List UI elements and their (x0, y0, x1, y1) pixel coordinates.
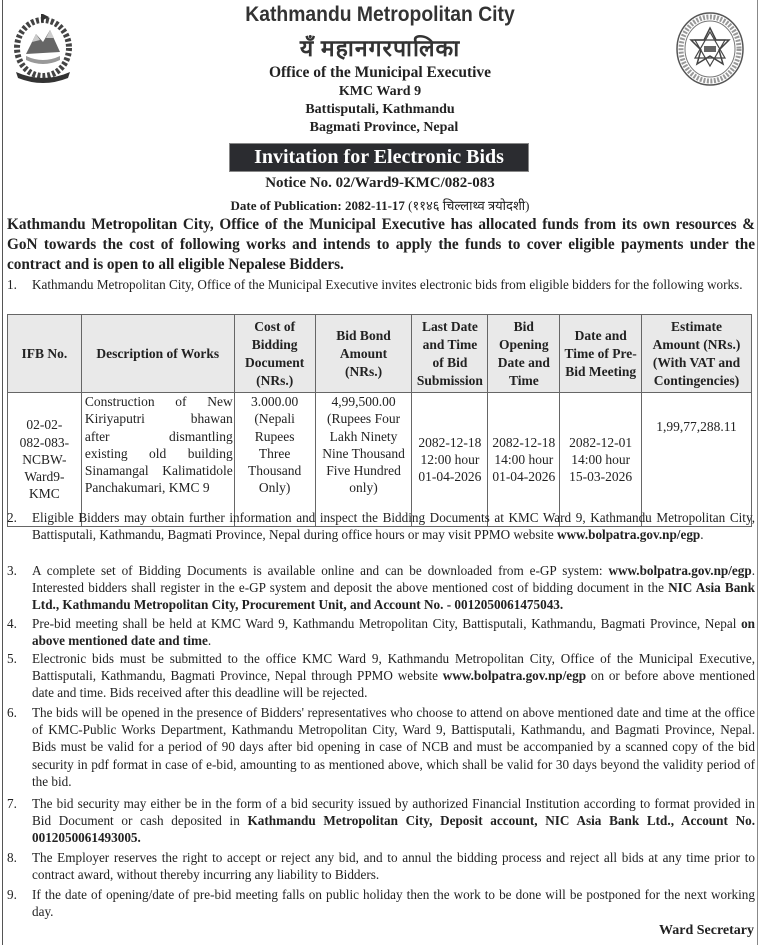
bids-table (7, 314, 752, 527)
desc-word: Kalimatidole (162, 463, 233, 479)
intro-paragraph: Kathmandu Metropolitan City, Office of the Municipal Executive has allocated funds from its own resources & GoN towards the cost of following works and intends to apply the funds to cover eligible payments under the contract and is open to all eligible Nepalese Bidders. (7, 216, 755, 273)
cell-cost: 3.000.00 (Nepali Rupees Three Thousand Only) (234, 393, 315, 527)
office-name: Office of the Municipal Executive (268, 64, 492, 81)
list-item (7, 615, 755, 649)
cell-bid-bond: 4,99,500.00 (Rupees Four Lakh Ninety Nine Thousand Five Hundred only) (315, 393, 412, 527)
item-number: 3. (7, 563, 17, 578)
header-bid-bond: Bid Bond Amount (NRs.) (315, 315, 412, 393)
item-text: The bid security may either be in the form of a bid security issued by authorized Financial Institution according to format provided in Bid Document or cash deposited in Kathmandu Metropolitan City, Deposit account, NIC Asia Bank Ltd., Account No. 0012050061493005. (32, 796, 756, 846)
desc-line (85, 462, 233, 479)
list-item (7, 886, 755, 920)
signature-title: Ward Secretary (659, 923, 754, 938)
publication-date-label: Date of Publication: 2082-11-17 (230, 198, 405, 213)
desc-line: Panchakumari, KMC 9 (84, 480, 210, 496)
item-text: Electronic bids must be submitted to the office KMC Ward 9, Kathmandu Metropolitan City, Office of the Municipal Executive, Battisputali, Kathmandu, Bagmati Province, Nepal through PPMO website www.bolpatra.gov.np/egp on or before above mentioned date and time. Bids received after this deadline will be rejected. (32, 651, 755, 701)
desc-line (85, 393, 233, 410)
item-text: Kathmandu Metropolitan City, Office of the Municipal Executive invites electronic bids from eligible bidders for the following works. (32, 277, 743, 292)
desc-word: Sinamangal (84, 463, 149, 479)
cell-submission: 2082-12-18 12:00 hour 01-04-2026 (412, 393, 488, 527)
header-cost: Cost of Bidding Document (NRs.) (234, 315, 315, 393)
item-number: 1. (7, 277, 17, 292)
desc-line (85, 428, 233, 445)
desc-word: of (175, 394, 187, 409)
cell-prebid: 2082-12-01 14:00 hour 15-03-2026 (560, 393, 642, 527)
desc-word: dismantling (168, 428, 233, 444)
list-item (7, 795, 755, 847)
cell-ifb-no: 02-02- 082-083- NCBW- Ward9- KMC (8, 393, 82, 527)
notice-banner: Invitation for Electronic Bids (229, 143, 529, 172)
deposit-account-detail: Kathmandu Metropolitan City, Deposit account, NIC Asia Bank Ltd., Account No. 0012050061493005. (32, 813, 756, 846)
publication-date (0, 196, 760, 214)
table-row (8, 393, 752, 527)
list-item (7, 704, 755, 790)
item-number: 6. (7, 705, 17, 720)
ward-name: KMC Ward 9 (338, 84, 422, 99)
ppmo-link[interactable]: www.bolpatra.gov.np/egp (556, 527, 701, 543)
desc-word: old (149, 445, 167, 461)
header-submission: Last Date and Time of Bid Submission (412, 315, 488, 393)
item-number: 9. (7, 887, 17, 902)
desc-word: Construction (84, 394, 155, 409)
item-text: Pre-bid meeting shall be held at KMC Ward 9, Kathmandu Metropolitan City, Battisputali, Kathmandu, Bagmati Province, Nepal on above mentioned date and time. (32, 616, 755, 649)
notice-number: Notice No. 02/Ward9-KMC/082-083 (265, 175, 495, 191)
item-text: The Employer reserves the right to accept or reject any bid, and to annul the bidding process and reject all bids at any time prior to contract award, without thereby incurring any liability to Bidders. (32, 850, 755, 883)
address-line-2: Bagmati Province, Nepal (309, 120, 459, 135)
header-description: Description of Works (81, 315, 234, 393)
item-text: The bids will be opened in the presence of Bidders' representatives who choose to attend on above mentioned date and time at the office of KMC-Public Works Department, Kathmandu Metropolitan City, Ward 9, Battisputali, Kathmandu, and Bagmati Province, Nepal. Bids must be valid for a period of 90 days after bid opening in case of NCB and must be accompanied by a scanned copy of the bid security in pdf format in case of e-bid, amounting to as mentioned above, which shall be valid for 30 days beyond the validity period of the bid. (32, 705, 755, 789)
desc-word: building (187, 445, 233, 461)
page-title: Kathmandu Metropolitan City (245, 3, 515, 26)
desc-word: New (207, 394, 233, 409)
item-number: 2. (7, 510, 17, 525)
desc-word: Kiriyaputri (84, 411, 145, 427)
desc-word: bhawan (190, 411, 233, 427)
publication-date-nepal-era: (११४६ चिल्लाथ्व त्रयोदशी) (408, 198, 530, 213)
list-item (7, 650, 755, 702)
list-item (7, 849, 755, 883)
item-number: 7. (7, 796, 17, 811)
bank-account-detail: NIC Asia Bank Ltd., Kathmandu Metropolitan City, Procurement Unit, and Account No. - 0012050061475043. (32, 580, 755, 613)
header-ifb-no: IFB No. (8, 315, 82, 393)
header-opening: Bid Opening Date and Time (488, 315, 560, 393)
header-prebid: Date and Time of Pre- Bid Meeting (560, 315, 642, 393)
cell-estimate: 1,99,77,288.11 (642, 393, 752, 527)
item-number: 4. (7, 616, 17, 631)
desc-word: existing (84, 445, 128, 461)
list-item (7, 276, 755, 293)
cell-opening: 2082-12-18 14:00 hour 01-04-2026 (488, 393, 560, 527)
item-text: Eligible Bidders may obtain further information and inspect the Bidding Documents at KMC Ward 9, Kathmandu Metropolitan City, Battisputali, Kathmandu, Bagmati Province, Nepal during office hours or may visit PPMO website www.bolpatra.gov.np/egp. (32, 510, 755, 543)
page-border-left (2, 0, 3, 945)
item-number: 5. (7, 651, 17, 666)
list-item (7, 509, 755, 543)
list-item (7, 562, 755, 614)
desc-line (85, 445, 233, 462)
egp-link[interactable]: www.bolpatra.gov.np/egp (608, 563, 752, 578)
desc-line (85, 410, 233, 427)
item-text: If the date of opening/date of pre-bid meeting falls on public holiday then the work to be done will be postponed for the next working day. (32, 887, 755, 920)
cell-description (81, 393, 234, 527)
table-header-row (8, 315, 752, 393)
item-text: A complete set of Bidding Documents is available online and can be downloaded from e-GP system: www.bolpatra.gov.np/egp. Interested bidders shall register in the e-GP system and deposit the above mentioned cost of bidding document in the NIC Asia Bank Ltd., Kathmandu Metropolitan City, Procurement Unit, and Account No. - 0012050061475043. (32, 563, 755, 613)
address-line-1: Battisputali, Kathmandu (305, 102, 455, 117)
header-estimate: Estimate Amount (NRs.) (With VAT and Contingencies) (642, 315, 752, 393)
desc-word: after (84, 428, 110, 444)
item-number: 8. (7, 850, 17, 865)
devanagari-title: यँ महानगरपालिका (299, 36, 461, 61)
page-border-right (757, 0, 758, 945)
ppmo-link[interactable]: www.bolpatra.gov.np/egp (442, 668, 587, 684)
